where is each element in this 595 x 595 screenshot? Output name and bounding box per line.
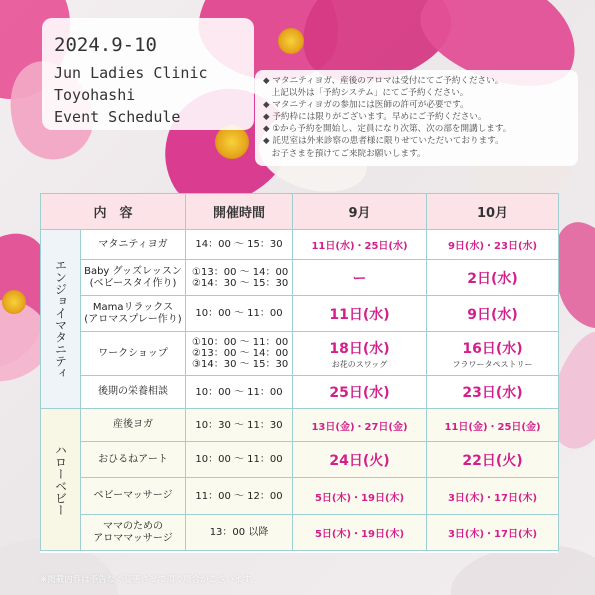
event-name: ベビーマッサージ (81, 478, 186, 515)
header-time: 開催時間 (186, 194, 293, 230)
event-time: 10：00 〜 11：00 (186, 442, 293, 478)
event-time: 10：00 〜 11：00 (186, 376, 293, 409)
sep-date: 24日(火) (293, 442, 427, 478)
event-name: ワークショップ (81, 332, 186, 376)
notice-item: 上記以外は「予約システム」にてご予約ください。 (263, 88, 469, 99)
sep-date: 5日(木)・19日(木) (293, 515, 427, 551)
event-time: 14：00 〜 15：30 (186, 230, 293, 260)
sep-date: 5日(木)・19日(木) (293, 478, 427, 515)
notice-item: ◆ 託児室は外来診察の患者様に限りせていただいております。 (263, 136, 504, 147)
clinic-name: Jun Ladies Clinic (54, 64, 208, 82)
oct-date: 3日(木)・17日(木) (427, 515, 559, 551)
oct-date: 2日(水) (427, 260, 559, 296)
schedule-title: Event Schedule (54, 108, 181, 126)
event-name: おひるねアート (81, 442, 186, 478)
event-name: ママのための アロママッサージ (81, 515, 186, 551)
oct-date: 23日(水) (427, 376, 559, 409)
event-name: マタニティヨガ (81, 230, 186, 260)
event-time: 10：00 〜 11：00 (186, 296, 293, 332)
event-time: ①13：00 〜 14：00 ②14：30 〜 15：30 (186, 260, 293, 296)
notice-item: お子さまを預けてご来院お願いします。 (263, 148, 426, 159)
oct-date: 22日(火) (427, 442, 559, 478)
oct-date: 16日(水) フラワータペストリー (427, 332, 559, 376)
event-date: 2024.9-10 (54, 34, 157, 56)
schedule-table (40, 193, 558, 553)
sep-date: 25日(水) (293, 376, 427, 409)
header-content: 内 容 (41, 194, 186, 230)
footer-note: ※掲載内容は予告なく変更させて頂く場合がございます。 (40, 575, 259, 585)
sep-date: 11日(水) (293, 296, 427, 332)
notice-item: ◆ マタニティヨガの参加には医師の許可が必要です。 (263, 100, 469, 111)
sep-date: 18日(水) お花のスワッグ (293, 332, 427, 376)
notice-item: ◆ 予約枠には限りがございます。早めにご予約ください。 (263, 112, 487, 123)
event-time: 13：00 以降 (186, 515, 293, 551)
event-time: 11：00 〜 12：00 (186, 478, 293, 515)
event-time: 10：30 〜 11：30 (186, 409, 293, 442)
header-september: 9月 (293, 194, 427, 230)
header-october: 10月 (427, 194, 559, 230)
notice-item: ◆ マタニティヨガ、産後のアロマは受付にてご予約ください。 (263, 76, 504, 86)
event-name: Baby グッズレッスン (ベビースタイ作り) (81, 260, 186, 296)
oct-date: 3日(木)・17日(木) (427, 478, 559, 515)
sep-date: ー (293, 260, 427, 296)
oct-date: 11日(金)・25日(金) (427, 409, 559, 442)
oct-date: 9日(水)・23日(水) (427, 230, 559, 260)
section-hello-baby: ハローベビー (41, 409, 81, 551)
clinic-location: Toyohashi (54, 86, 136, 104)
oct-date: 9日(水) (427, 296, 559, 332)
section-enjoy-maternity: エンジョイマタニティ (41, 230, 81, 409)
sep-date: 11日(水)・25日(水) (293, 230, 427, 260)
event-name: 産後ヨガ (81, 409, 186, 442)
event-name: 後期の栄養相談 (81, 376, 186, 409)
event-time: ①10：00 〜 11：00 ②13：00 〜 14：00 ③14：30 〜 15：30 (186, 332, 293, 376)
event-name: Mamaリラックス (アロマスプレー作り) (81, 296, 186, 332)
notice-list (263, 75, 575, 160)
sep-date: 13日(金)・27日(金) (293, 409, 427, 442)
notice-item: ◆ ①から予約を開始し、定員になり次第、次の部を開講します。 (263, 124, 512, 135)
